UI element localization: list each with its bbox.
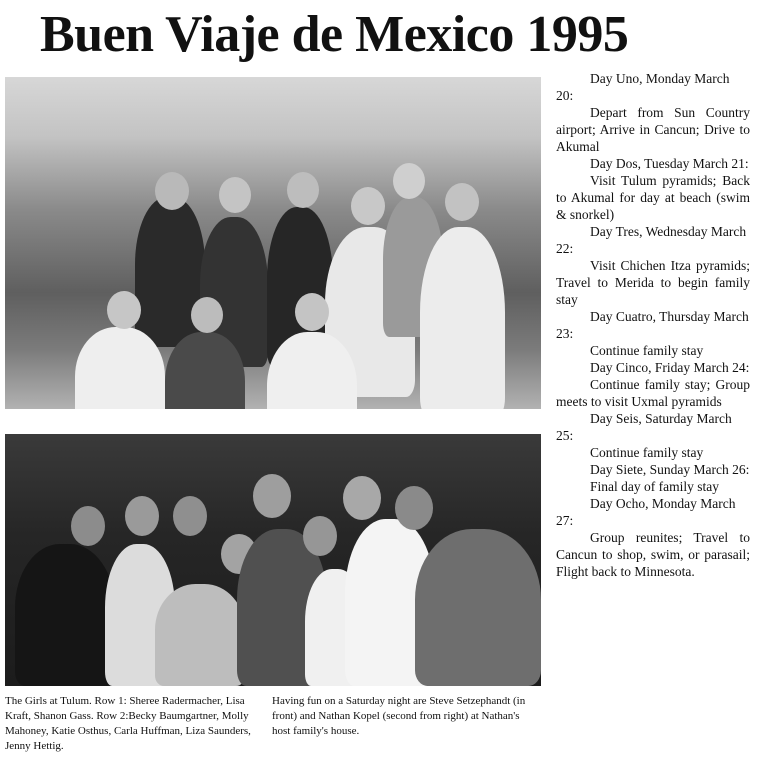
itinerary-day: Day Tres, Wednesday March 22: bbox=[556, 224, 747, 256]
itinerary-day: Day Dos, Tuesday March 21: bbox=[590, 156, 749, 171]
caption-girls-photo: The Girls at Tulum. Row 1: Sheree Radermacher, Lisa Kraft, Shanon Gass. Row 2:Becky Baumgartner, Molly Mahoney, Katie Osthus, Carla Huffman, Liza Saunders, Jenny Hettig. bbox=[5, 695, 251, 752]
itinerary-activity: Continue family stay bbox=[590, 343, 704, 358]
itinerary-day: Day Cuatro, Thursday March 23: bbox=[556, 309, 749, 341]
itinerary-day: Day Siete, Sunday March 26: bbox=[590, 462, 750, 477]
itinerary-day: Day Seis, Saturday March 25: bbox=[556, 411, 732, 443]
photo-saturday-night bbox=[5, 434, 541, 686]
itinerary-day: Day Ocho, Monday March 27: bbox=[556, 496, 736, 528]
itinerary-day: Day Uno, Monday March 20: bbox=[556, 71, 730, 103]
itinerary-activity: Continue family stay; Group meets to visit Uxmal pyramids bbox=[556, 377, 750, 409]
itinerary-activity: Final day of family stay bbox=[590, 479, 719, 494]
itinerary-activity: Visit Chichen Itza pyramids; Travel to Merida to begin family stay bbox=[556, 258, 750, 307]
itinerary-activity: Depart from Sun Country airport; Arrive in Cancun; Drive to Akumal bbox=[556, 105, 750, 154]
itinerary-column bbox=[556, 70, 750, 580]
page-title: Buen Viaje de Mexico 1995 bbox=[40, 6, 629, 63]
caption-saturday-photo: Having fun on a Saturday night are Steve Setzephandt (in front) and Nathan Kopel (second from right) at Nathan's host family's house. bbox=[272, 695, 526, 737]
itinerary-activity: Continue family stay bbox=[590, 445, 704, 460]
itinerary-activity: Visit Tulum pyramids; Back to Akumal for day at beach (swim & snorkel) bbox=[556, 173, 750, 222]
photo-girls-at-tulum bbox=[5, 77, 541, 409]
itinerary-day: Day Cinco, Friday March 24: bbox=[590, 360, 750, 375]
itinerary-activity: Group reunites; Travel to Cancun to shop, swim, or parasail; Flight back to Minnesota. bbox=[556, 530, 750, 579]
